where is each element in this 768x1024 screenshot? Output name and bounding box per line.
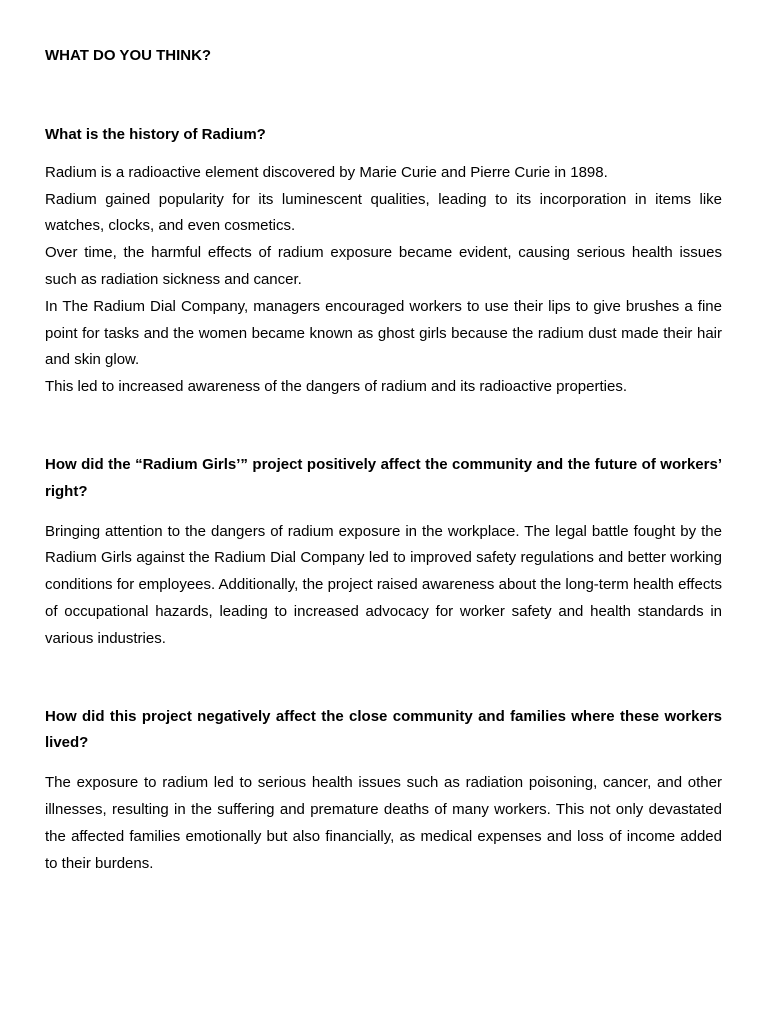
answer-paragraph: The exposure to radium led to serious health issues such as radiation poisoning, cancer, and other illnesses, resulting in the suffering and premature deaths of many workers. This not only devastated the affected families emotionally but also financially, as medical expenses and loss of income added to their burdens. bbox=[45, 774, 722, 872]
question-heading: How did the “Radium Girls’” project positively affect the community and the future of workers’ right? bbox=[45, 455, 722, 500]
answer-paragraph: Bringing attention to the dangers of radium exposure in the workplace. The legal battle fought by the Radium Girls against the Radium Dial Company led to improved safety regulations and better working conditions for employees. Additionally, the project raised awareness about the long-term health effects of occupational hazards, leading to increased advocacy for worker safety and health standards in various industries. bbox=[45, 522, 722, 647]
answer-paragraph: Radium is a radioactive element discovered by Marie Curie and Pierre Curie in 1898. bbox=[45, 163, 608, 181]
answer-paragraph: Radium gained popularity for its luminescent qualities, leading to its incorporation in items like watches, clocks, and even cosmetics. bbox=[45, 190, 722, 235]
answer-paragraph: Over time, the harmful effects of radium exposure became evident, causing serious health issues such as radiation sickness and cancer. bbox=[45, 244, 722, 288]
section-radium-history bbox=[45, 122, 722, 401]
answer-body bbox=[45, 770, 722, 877]
answer-body bbox=[45, 519, 722, 653]
answer-body bbox=[45, 160, 722, 401]
answer-paragraph: In The Radium Dial Company, managers encouraged workers to use their lips to give brushes a fine point for tasks and the women became known as ghost girls because the radium dust made their hair and skin glow. bbox=[45, 297, 722, 369]
answer-paragraph: This led to increased awareness of the dangers of radium and its radioactive properties. bbox=[45, 378, 627, 396]
question-heading: How did this project negatively affect the close community and families where these workers lived? bbox=[45, 707, 722, 752]
page-title: WHAT DO YOU THINK? bbox=[45, 47, 212, 64]
section-negative-effects bbox=[45, 704, 722, 878]
question-heading: What is the history of Radium? bbox=[45, 126, 266, 143]
section-positive-effects bbox=[45, 452, 722, 653]
